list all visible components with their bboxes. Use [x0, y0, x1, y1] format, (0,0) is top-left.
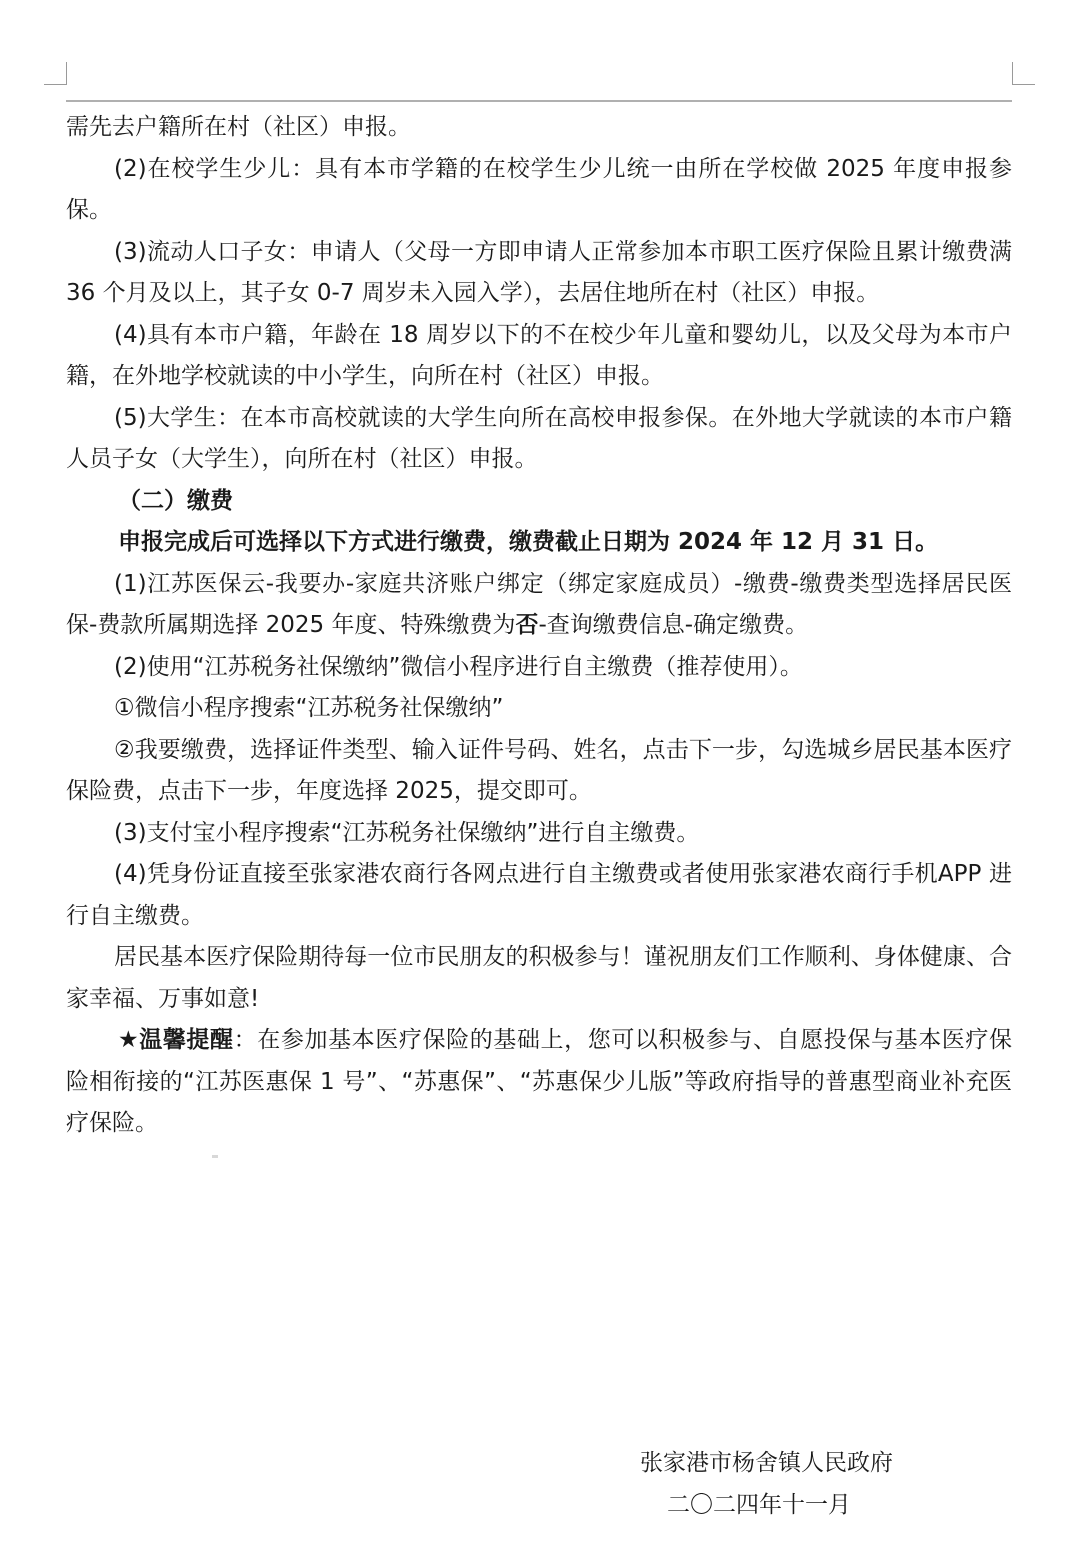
payment-method-1	[66, 564, 1012, 647]
page-corner-mark-left	[44, 62, 67, 85]
paragraph-migrant-children: (3)流动人口子女：申请人（父母一方即申请人正常参加本市职工医疗保险且累计缴费满 36 个月及以上，其子女 0-7 周岁未入园入学），去居住地所在村（社区）申报。	[66, 238, 1012, 306]
paragraph-university-students: (5)大学生：在本市高校就读的大学生向所在高校申报参保。在外地大学就读的本市户籍人员子女（大学生），向所在村（社区）申报。	[66, 404, 1012, 472]
payment-step-2: ②我要缴费，选择证件类型、输入证件号码、姓名，点击下一步，勾选城乡居民基本医疗保险费，点击下一步，年度选择 2025，提交即可。	[66, 736, 1012, 804]
scan-smudge	[212, 1155, 218, 1158]
payment-method-1-bold: 否	[515, 612, 539, 638]
payment-method-3: (3)支付宝小程序搜索“江苏税务社保缴纳”进行自主缴费。	[114, 819, 700, 846]
document-body	[66, 107, 1012, 1145]
signature-date: 二〇二四年十一月	[667, 1492, 851, 1518]
signature-organization: 张家港市杨舍镇人民政府	[640, 1450, 893, 1476]
payment-intro: 申报完成后可选择以下方式进行缴费，缴费截止日期为 2024 年 12 月 31 日。	[118, 529, 939, 555]
reminder-paragraph	[66, 1020, 1012, 1145]
page-corner-mark-right	[1012, 62, 1035, 85]
header-rule	[66, 100, 1012, 102]
section-heading-payment: （二）缴费	[118, 487, 233, 514]
payment-method-4: (4)凭身份证直接至张家港农商行各网点进行自主缴费或者使用张家港农商行手机APP 进行自主缴费。	[66, 861, 1012, 929]
paragraph-continuation: 需先去户籍所在村（社区）申报。	[66, 114, 411, 140]
payment-method-1-text: (1)江苏医保云-我要办-家庭共济账户绑定（绑定家庭成员）-缴费-缴费类型选择居民医保-费款所属期选择 2025 年度、特殊缴费为	[66, 570, 1012, 638]
paragraph-students: (2)在校学生少儿：具有本市学籍的在校学生少儿统一由所在学校做 2025 年度申报参保。	[66, 155, 1012, 223]
paragraph-local-children: (4)具有本市户籍，年龄在 18 周岁以下的不在校少年儿童和婴幼儿，以及父母为本市户籍，在外地学校就读的中小学生，向所在村（社区）申报。	[66, 321, 1012, 389]
payment-step-1: ①微信小程序搜索“江苏税务社保缴纳”	[114, 695, 504, 721]
closing-wishes: 居民基本医疗保险期待每一位市民朋友的积极参与！谨祝朋友们工作顺利、身体健康、合家幸福、万事如意!	[66, 944, 1012, 1012]
reminder-label: ★温馨提醒	[118, 1027, 234, 1053]
payment-method-2: (2)使用“江苏税务社保缴纳”微信小程序进行自主缴费（推荐使用）。	[114, 653, 803, 680]
payment-method-1-tail: -查询缴费信息-确定缴费。	[538, 612, 809, 638]
reminder-text: ：在参加基本医疗保险的基础上，您可以积极参与、自愿投保与基本医疗保险相衔接的“江苏医惠保 1 号”、“苏惠保”、“苏惠保少儿版”等政府指导的普惠型商业补充医疗保险。	[66, 1027, 1013, 1136]
